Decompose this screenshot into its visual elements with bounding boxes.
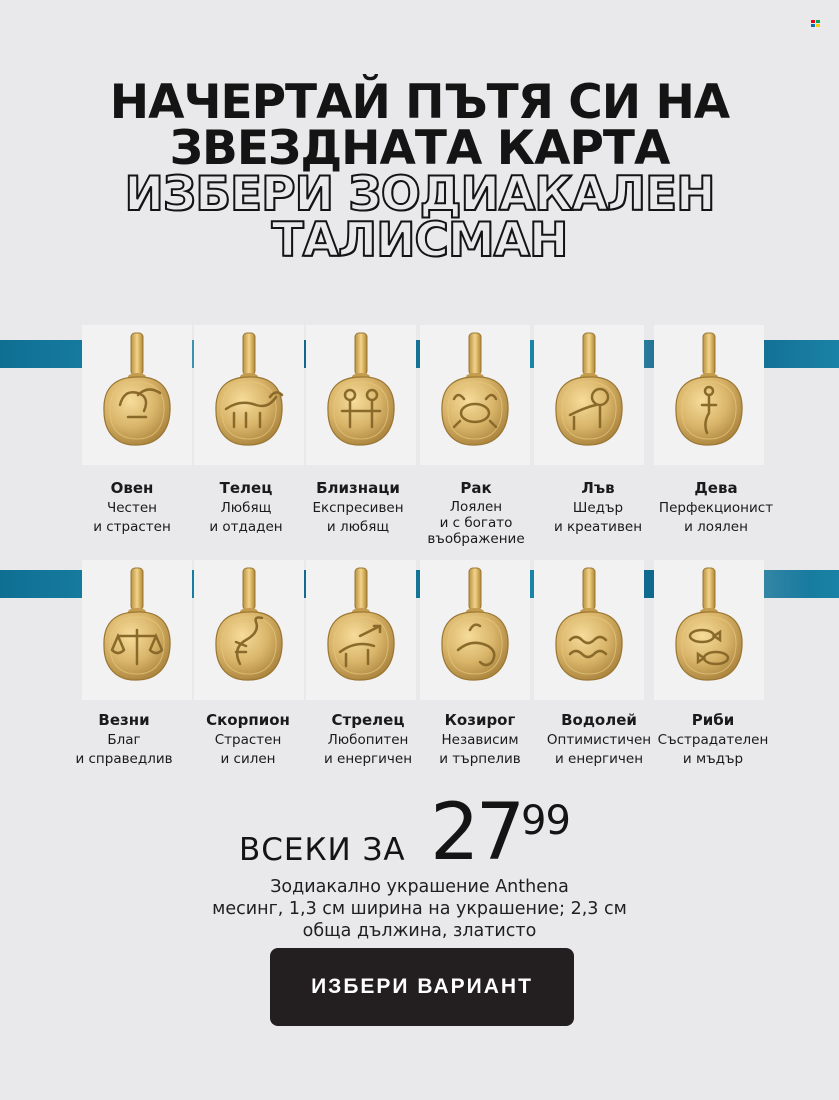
headline-line-2: ЗВЕЗДНАТА КАРТА xyxy=(169,121,670,176)
brand-logo-icon xyxy=(811,20,821,28)
sign-desc: Любящ xyxy=(220,500,272,516)
product-line-1: Зодиакално украшение Anthena xyxy=(270,877,569,897)
pendant-tile-aries[interactable] xyxy=(78,325,196,475)
price-cents: 99 xyxy=(521,798,570,844)
sign-name: Близнаци xyxy=(316,479,400,497)
taurus-pendant-icon xyxy=(190,325,308,475)
pisces-pendant-icon xyxy=(650,560,768,710)
sign-name: Водолей xyxy=(561,711,637,729)
sign-name: Лъв xyxy=(581,479,615,497)
sign-name: Рак xyxy=(460,479,492,497)
gemini-pendant-icon xyxy=(302,325,420,475)
pendant-tile-pisces[interactable] xyxy=(650,560,768,710)
sign-desc: Благ xyxy=(107,732,141,748)
sign-caption-aries xyxy=(67,477,197,537)
sign-name: Скорпион xyxy=(206,711,290,729)
sign-name: Козирог xyxy=(444,711,516,729)
sign-desc: Независим xyxy=(441,732,519,748)
sign-caption-capricorn xyxy=(415,709,545,769)
cancer-pendant-icon xyxy=(416,325,534,475)
pendant-tile-gemini[interactable] xyxy=(302,325,420,475)
sign-name: Риби xyxy=(691,711,735,729)
choose-variant-button[interactable]: ИЗБЕРИ ВАРИАНТ xyxy=(270,948,574,1026)
sign-desc: Оптимистичен xyxy=(546,732,652,748)
sign-caption-gemini xyxy=(293,477,423,537)
leo-pendant-icon xyxy=(530,325,648,475)
sign-desc: Експресивен xyxy=(312,500,404,516)
pendant-tile-libra[interactable] xyxy=(78,560,196,710)
libra-pendant-icon xyxy=(78,560,196,710)
sign-desc: Шедър xyxy=(572,500,624,516)
sign-name: Везни xyxy=(98,711,150,729)
sign-desc: и мъдър xyxy=(682,751,744,767)
scorpio-pendant-icon xyxy=(190,560,308,710)
sign-caption-sagittarius xyxy=(303,709,433,769)
sign-caption-virgo xyxy=(651,477,781,537)
sign-caption-aquarius xyxy=(534,709,664,769)
sign-caption-pisces xyxy=(648,709,778,769)
sign-caption-libra xyxy=(59,709,189,769)
pendant-tile-sagittarius[interactable] xyxy=(302,560,420,710)
sign-desc: Лоялен xyxy=(449,499,503,515)
sign-desc: и енергичен xyxy=(323,751,413,767)
price-prefix: ВСЕКИ ЗА xyxy=(239,832,406,868)
product-line-3: обща дължина, златисто xyxy=(302,921,537,941)
capricorn-pendant-icon xyxy=(416,560,534,710)
headline-line-3: ИЗБЕРИ ЗОДИАКАЛЕН xyxy=(124,167,715,222)
sign-desc: и отдаден xyxy=(209,519,283,535)
sign-caption-cancer xyxy=(411,477,541,547)
sign-caption-scorpio xyxy=(183,709,313,769)
sign-desc: Страстен xyxy=(214,732,282,748)
sign-desc: и силен xyxy=(220,751,276,767)
sign-caption-leo xyxy=(533,477,663,537)
sign-desc: Състрадателен xyxy=(657,732,769,748)
virgo-pendant-icon xyxy=(650,325,768,475)
pendant-tile-virgo[interactable] xyxy=(650,325,768,475)
sign-desc: и енергичен xyxy=(554,751,644,767)
sign-desc: Честен xyxy=(107,500,157,516)
sign-desc: и креативен xyxy=(553,519,643,535)
headline-line-4: ТАЛИСМАН xyxy=(271,213,568,268)
sign-caption-taurus xyxy=(181,477,311,537)
sign-desc: и с богато xyxy=(439,515,513,531)
sign-name: Овен xyxy=(110,479,154,497)
sign-desc: и лоялен xyxy=(684,519,748,535)
pendant-tile-capricorn[interactable] xyxy=(416,560,534,710)
sign-name: Телец xyxy=(219,479,273,497)
headline-line-1: НАЧЕРТАЙ ПЪТЯ СИ НА xyxy=(109,75,730,130)
price-amount: 27 xyxy=(430,788,522,878)
sign-desc: и любящ xyxy=(326,519,390,535)
headline-primary xyxy=(0,75,839,176)
sign-desc: и страстен xyxy=(93,519,171,535)
product-line-2: месинг, 1,3 см ширина на украшение; 2,3 см xyxy=(212,899,627,919)
sagittarius-pendant-icon xyxy=(302,560,420,710)
headline-outline xyxy=(0,167,839,268)
sign-name: Дева xyxy=(694,479,738,497)
pendant-tile-aquarius[interactable] xyxy=(530,560,648,710)
sign-name: Стрелец xyxy=(331,711,405,729)
sign-desc: Перфекционист xyxy=(658,500,774,516)
aquarius-pendant-icon xyxy=(530,560,648,710)
product-description xyxy=(0,876,839,942)
pendant-tile-cancer[interactable] xyxy=(416,325,534,475)
sign-desc: и търпелив xyxy=(439,751,521,767)
pendant-tile-taurus[interactable] xyxy=(190,325,308,475)
aries-pendant-icon xyxy=(78,325,196,475)
pendant-tile-leo[interactable] xyxy=(530,325,648,475)
sign-desc: и справедлив xyxy=(75,751,173,767)
pendant-tile-scorpio[interactable] xyxy=(190,560,308,710)
sign-desc: въображение xyxy=(427,531,525,547)
sign-desc: Любопитен xyxy=(327,732,409,748)
